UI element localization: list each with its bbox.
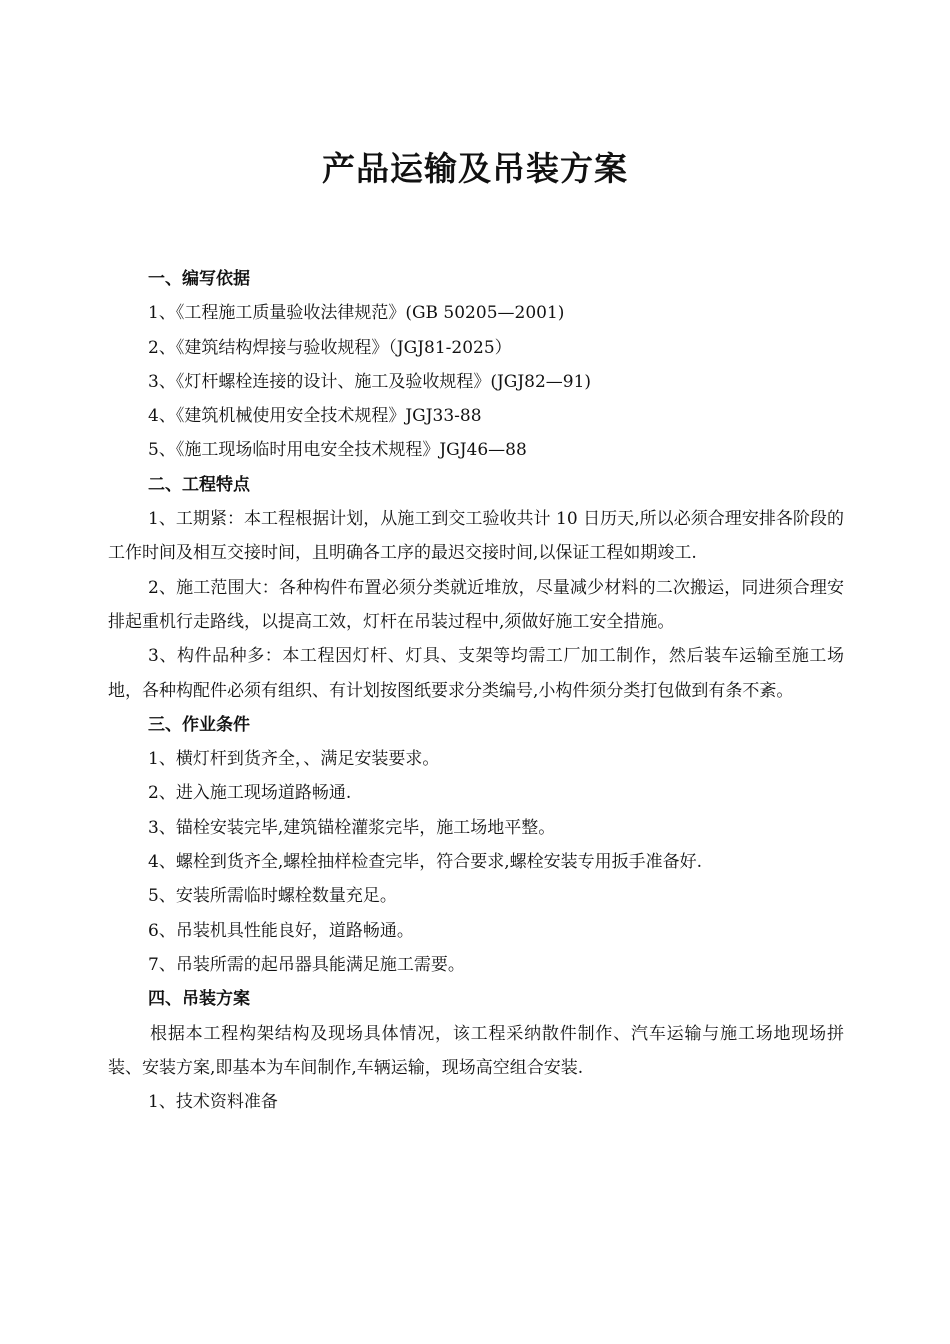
list-item: 2、进入施工现场道路畅通. <box>148 783 352 804</box>
section-heading-lifting-plan: 四、吊装方案 <box>148 989 250 1010</box>
paragraph: 根据本工程构架结构及现场具体情况，该工程采纳散件制作、汽车运输与施工场地现场拼装、安装方案,即基本为车间制作,车辆运输，现场高空组合安装. <box>108 1023 844 1078</box>
list-item: 1、《工程施工质量验收法律规范》(GB 50205—2001) <box>148 303 565 324</box>
list-item: 6、吊装机具性能良好，道路畅通。 <box>148 920 414 941</box>
list-item: 2、《建筑结构焊接与验收规程》（JGJ81-2025） <box>148 337 512 358</box>
list-item: 3、锚栓安装完毕,建筑锚栓灌浆完毕，施工场地平整。 <box>148 817 556 838</box>
paragraph: 3、构件品种多：本工程因灯杆、灯具、支架等均需工厂加工制作，然后装车运输至施工场地，各种构配件必须有组织、有计划按图纸要求分类编号,小构件须分类打包做到有条不紊。 <box>108 646 844 701</box>
section-heading-conditions: 三、作业条件 <box>148 714 250 735</box>
list-item: 5、安装所需临时螺栓数量充足。 <box>148 886 397 907</box>
list-item: 7、吊装所需的起吊器具能满足施工需要。 <box>148 954 465 975</box>
section-heading-basis: 一、编写依据 <box>148 269 250 289</box>
paragraph: 1、工期紧：本工程根据计划，从施工到交工验收共计 10 日历天,所以必须合理安排各阶段的工作时间及相互交接时间，且明确各工序的最迟交接时间,以保证工程如期竣工. <box>108 509 844 564</box>
document-title: 产品运输及吊装方案 <box>322 149 628 188</box>
list-item: 4、《建筑机械使用安全技术规程》JGJ33-88 <box>148 406 482 427</box>
list-item: 4、螺栓到货齐全,螺栓抽样检查完毕，符合要求,螺栓安装专用扳手准备好. <box>148 852 703 873</box>
list-item: 3、《灯杆螺栓连接的设计、施工及验收规程》(JGJ82—91) <box>148 371 592 392</box>
list-item: 1、横灯杆到货齐全，、满足安装要求。 <box>148 749 440 770</box>
section-heading-features: 二、工程特点 <box>148 474 250 495</box>
list-item: 5、《施工现场临时用电安全技术规程》JGJ46—88 <box>148 440 527 461</box>
paragraph: 2、施工范围大：各种构件布置必须分类就近堆放，尽量减少材料的二次搬运，同进须合理安排起重机行走路线，以提高工效，灯杆在吊装过程中,须做好施工安全措施。 <box>108 577 844 632</box>
document-body <box>108 262 844 1119</box>
list-item: 1、技术资料准备 <box>148 1092 278 1113</box>
